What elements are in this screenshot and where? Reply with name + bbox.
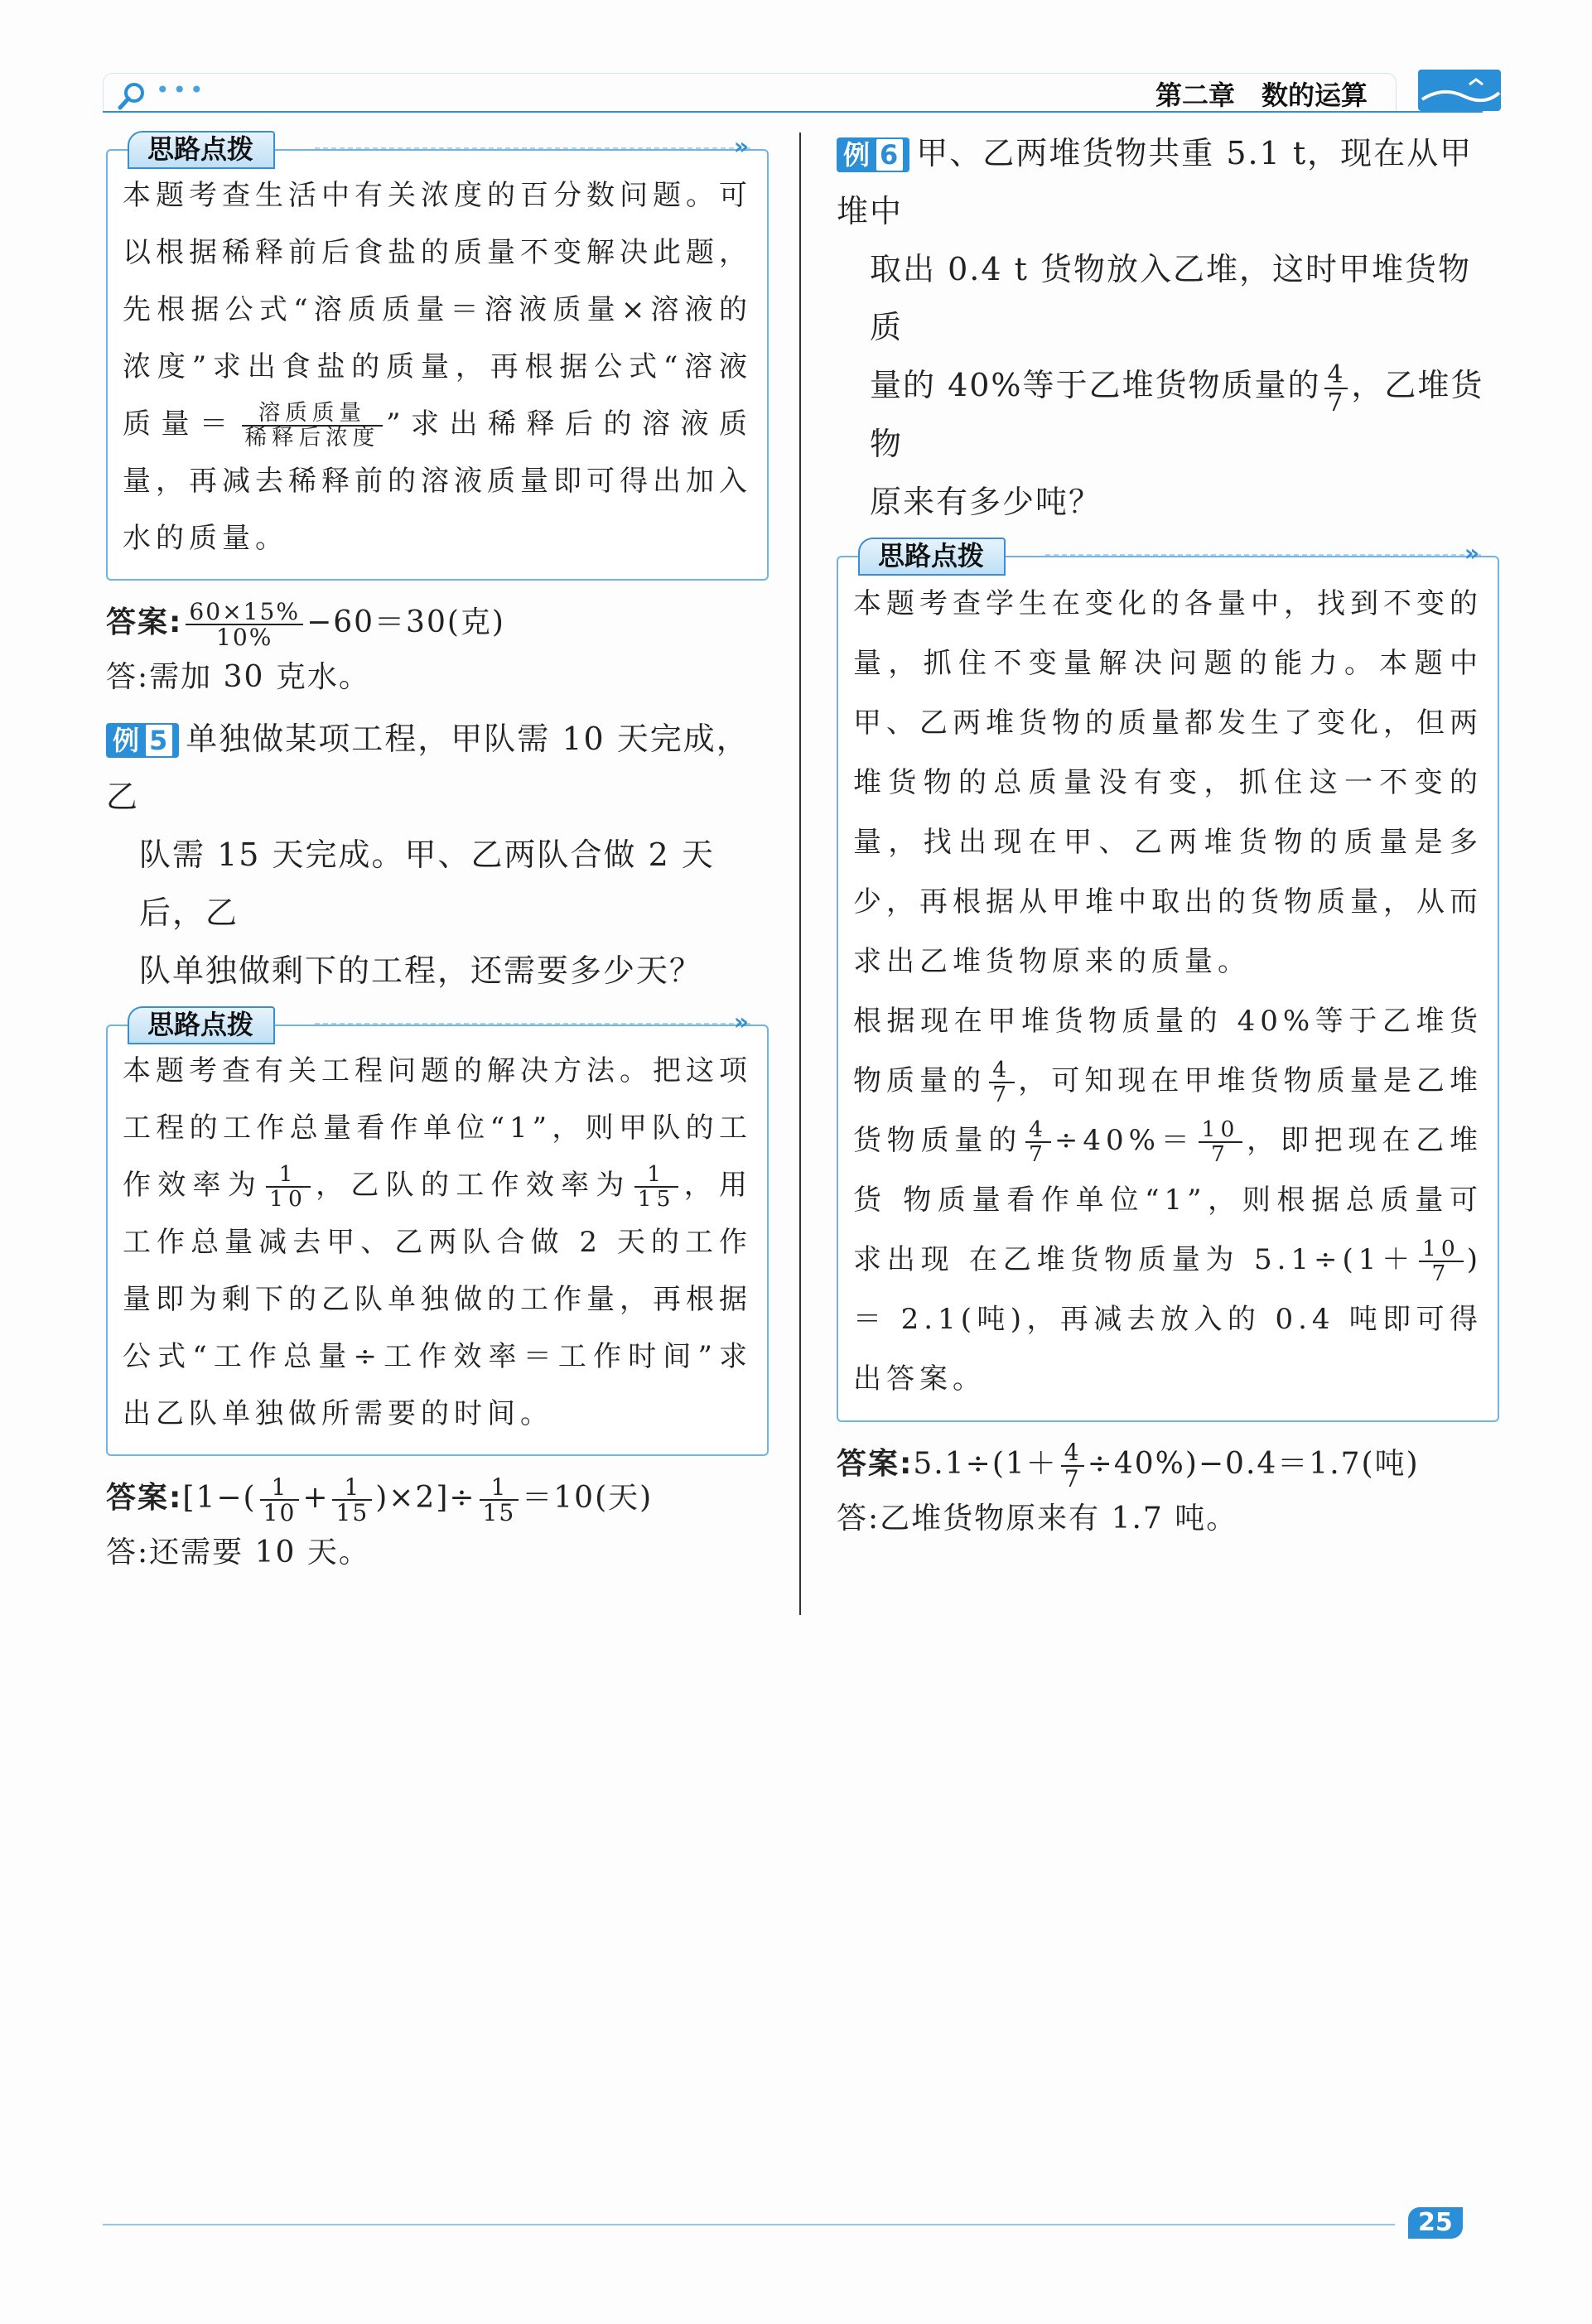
fraction: $\frac{60\times 15\%}{10\%}$ [186,600,303,650]
tip-tab: 思路点拨 [128,131,275,169]
column-divider [799,133,801,1615]
chapter-title: 数的运算 [1262,80,1368,111]
tip-text: 本题考查学生在变化的各量中，找到不变的量，抓住不变量解决问题的能力。本题中甲、乙两堆货物的质量都发生了变化，但两堆货物的总质量没有变，抓住这一不变的量，找出现在甲、乙两堆货物的质量是多少，再根据从甲堆中取出的货物质量，从而求出乙堆货物原来的质量。 [853,586,1483,978]
header-dots: ••• [156,76,207,104]
answer-1: 答案: $\frac{60\times 15\%}{10\%}$ −60＝30(克) [106,597,505,651]
tip-text-2: 根据现在甲堆货物质量的 40%等于乙堆货 物质量的 $\frac{4}{7}$ ，可知现在甲堆货物质量是乙堆 货物质量的 $\frac{4}{7}$ ÷40%＝ $\frac{10}{7}$ ，即把现在乙堆货 物质量看作单位“1”，则根据总质量可求出现 在乙堆货物质量为 5.1÷(1＋ $\frac{10}{7}$ )＝ 2.1(吨)，再减去放入的 0.4 吨即可得出答案。 [853,1004,1483,1396]
tip-rail [315,147,750,149]
tip-rail [1045,554,1481,556]
tip-rail [315,1023,750,1025]
example-badge: 例 5 [106,723,179,758]
double-chevron-icon: » [733,133,749,160]
tip-box-3 [837,538,1499,1422]
reply-3: 答:乙堆货物原来有 1.7 吨。 [837,1501,1238,1536]
example-6: 例 6 甲、乙两堆货物共重 5.1 t，现在从甲堆中 取出 0.4 t 货物放入乙堆，这时甲堆货物质 量的 40%等于乙堆货物质量的 $\frac{4}{7}$ ，乙堆货物 原来有多少吨？ [837,135,1484,520]
right-column [837,124,1499,1546]
answer-3: 答案:5.1÷(1＋ $\frac{4}{7}$ ÷40%)−0.4＝1.7(吨) [837,1439,1420,1492]
example-5: 例 5 单独做某项工程，甲队需 10 天完成，乙 队需 15 天完成。甲、乙两队合做 2 天后，乙 队单独做剩下的工程，还需要多少天？ [106,721,750,989]
left-column [106,124,769,1580]
tip-text: 本题考查生活中有关浓度的百分数问题。可以根据稀释前后食盐的质量不变解决此题，先根据公式“溶质质量＝溶液质量×溶液的浓度”求出食盐的质量，再根据公式“溶液质量＝ $\frac{\text{溶质质量}}{\text{稀释后浓度}}$ ”求出稀释后的溶液质量，再减去稀释前的溶液质量即可得出加入水的质量。 [123,179,753,555]
search-icon [116,80,149,113]
answer-2: 答案:[1−( $\frac{1}{10}$ + $\frac{1}{15}$ )×2]÷ $\frac{1}{15}$ ＝10(天) [106,1473,654,1526]
chapter-number: 第二章 [1155,80,1236,111]
double-chevron-icon: » [733,1008,749,1035]
tip-tab: 思路点拨 [858,538,1006,576]
example-badge: 例 6 [837,137,909,172]
tip-box-2 [106,1008,769,1456]
page-number: 25 [1408,2207,1463,2239]
reply-2: 答:还需要 10 天。 [106,1536,370,1569]
chapter-heading [1155,75,1368,113]
tip-box-1 [106,133,769,581]
footer-rule [103,2224,1395,2225]
double-chevron-icon: » [1464,538,1479,567]
fraction: $\frac{\text{溶质质量}}{\text{稀释后浓度}}$ [242,402,384,450]
wave-logo-icon [1418,70,1501,111]
tip-text: 本题考查有关工程问题的解决方法。把这项工程的工作总量看作单位“1”，则甲队的工作效率为 $\frac{1}{10}$ ，乙队的工作效率为 $\frac{1}{15}$ ，用工作总量减去甲、乙两队合做 2 天的工作量即为剩下的乙队单独做的工作量，再根据公式“工作总量÷工作效率＝工作时间”求出乙队单独做所需要的时间。 [123,1054,752,1430]
header-rule [103,111,1483,113]
reply-1: 答:需加 30 克水。 [106,660,370,694]
tip-tab: 思路点拨 [128,1006,275,1044]
